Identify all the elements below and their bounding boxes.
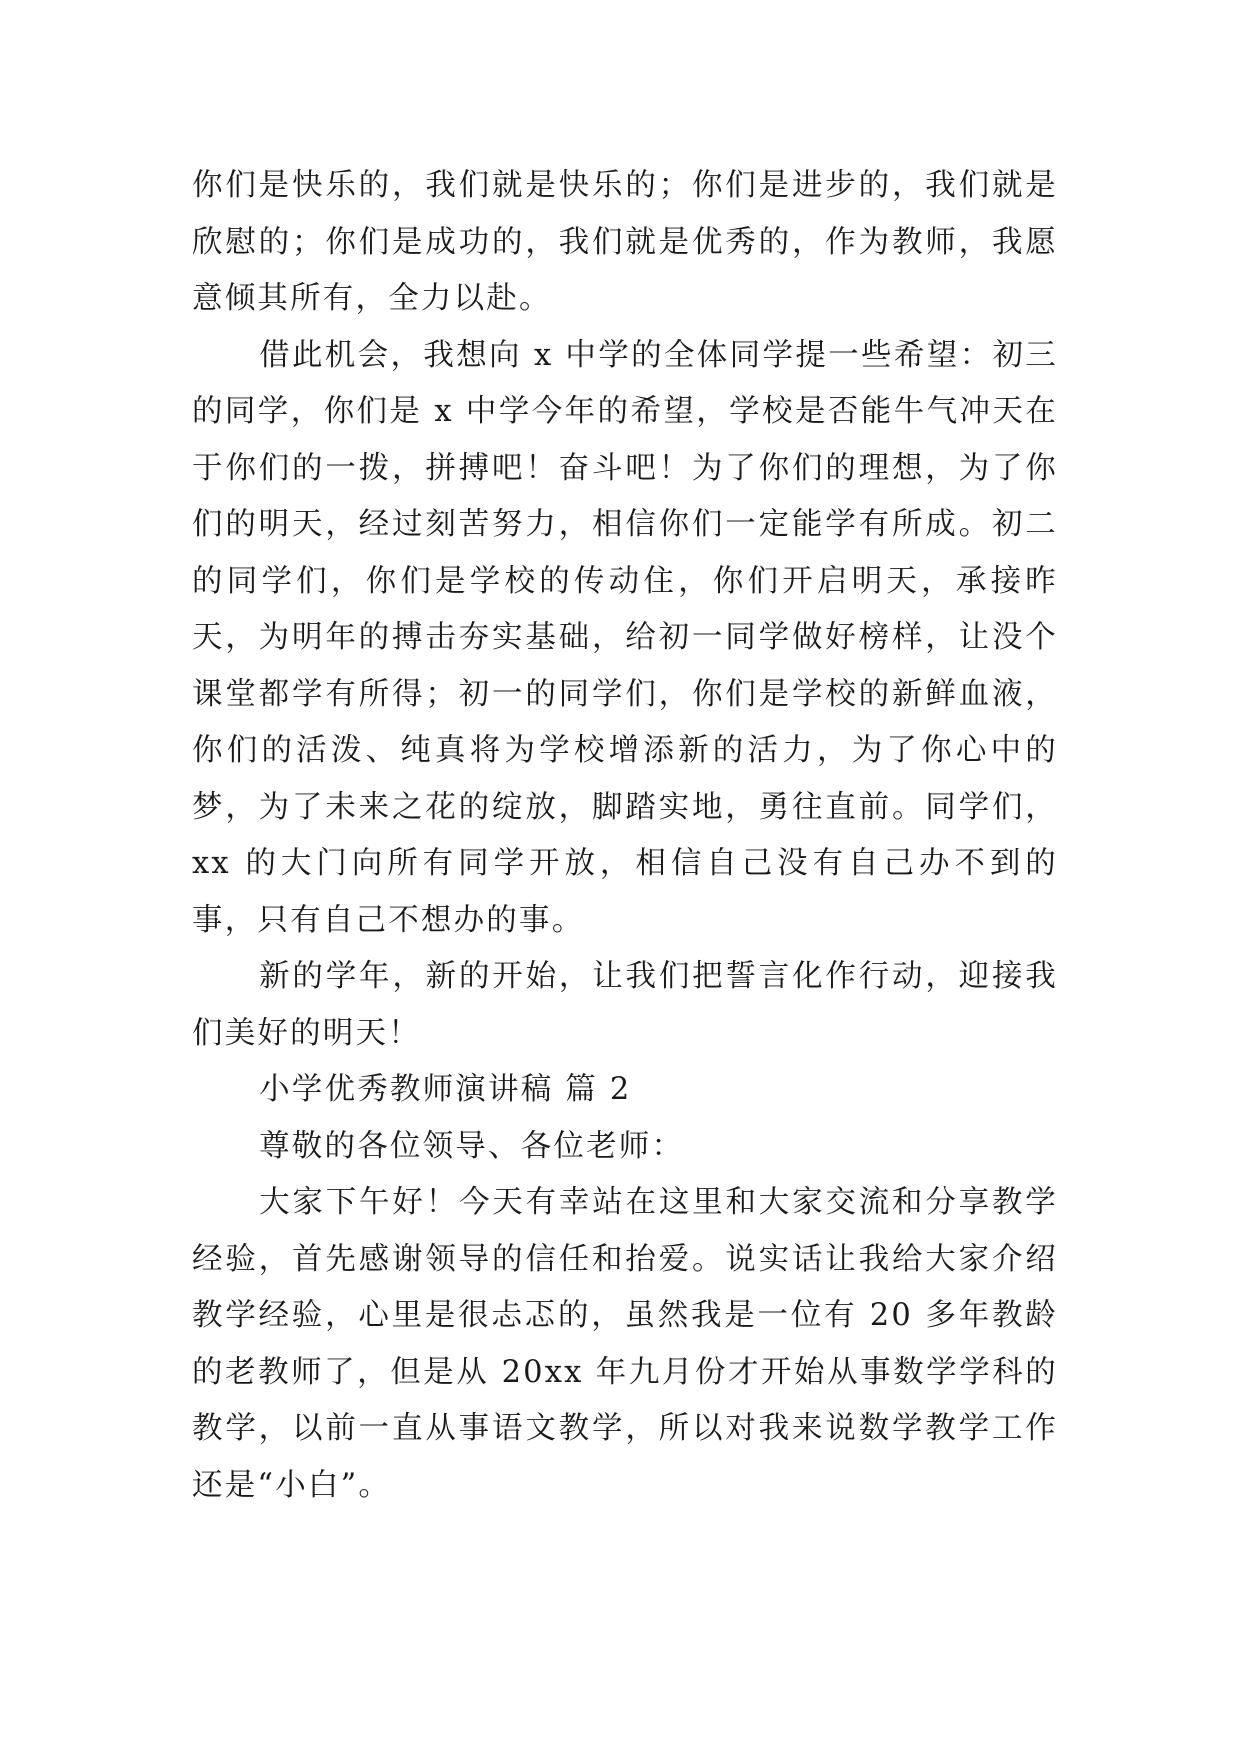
paragraph-closing: 新的学年，新的开始，让我们把誓言化作行动，迎接我们美好的明天！ [192, 959, 1058, 1051]
paragraph-continuation: 你们是快乐的，我们就是快乐的；你们是进步的，我们就是欣慰的；你们是成功的，我们就是优秀的，作为教师，我愿意倾其所有，全力以赴。 [192, 168, 1058, 316]
salutation: 尊敬的各位领导、各位老师： [259, 1128, 685, 1164]
section-title: 小学优秀教师演讲稿 篇 2 [259, 1072, 632, 1107]
paragraph-hopes: 借此机会，我想向 x 中学的全体同学提一些希望：初三的同学，你们是 x 中学今年的希望，学校是否能牛气冲天在于你们的一拨，拼搏吧！奋斗吧！为了你们的理想，为了你们的明天，经过刻苦努力，相信你们一定能学有所成。初二的同学们，你们是学校的传动住，你们开启明天，承接昨天，为明年的搏击夯实基础，给初一同学做好榜样，让没个课堂都学有所得；初一的同学们，你们是学校的新鲜血液，你们的活泼、纯真将为学校增添新的活力，为了你心中的梦，为了未来之花的绽放，脚踏实地，勇往直前。同学们，xx 的大门向所有同学开放，相信自己没有自己办不到的事，只有自己不想办的事。 [192, 337, 1058, 938]
paragraph-greeting: 大家下午好！今天有幸站在这里和大家交流和分享教学经验，首先感谢领导的信任和抬爱。说实话让我给大家介绍教学经验，心里是很忐忑的，虽然我是一位有 20 多年教龄的老教师了，但是从 20xx 年九月份才开始从事数学学科的教学，以前一直从事语文教学，所以对我来说数学教学工作还是“小白”。 [192, 1185, 1058, 1503]
document-page [192, 158, 1058, 1514]
